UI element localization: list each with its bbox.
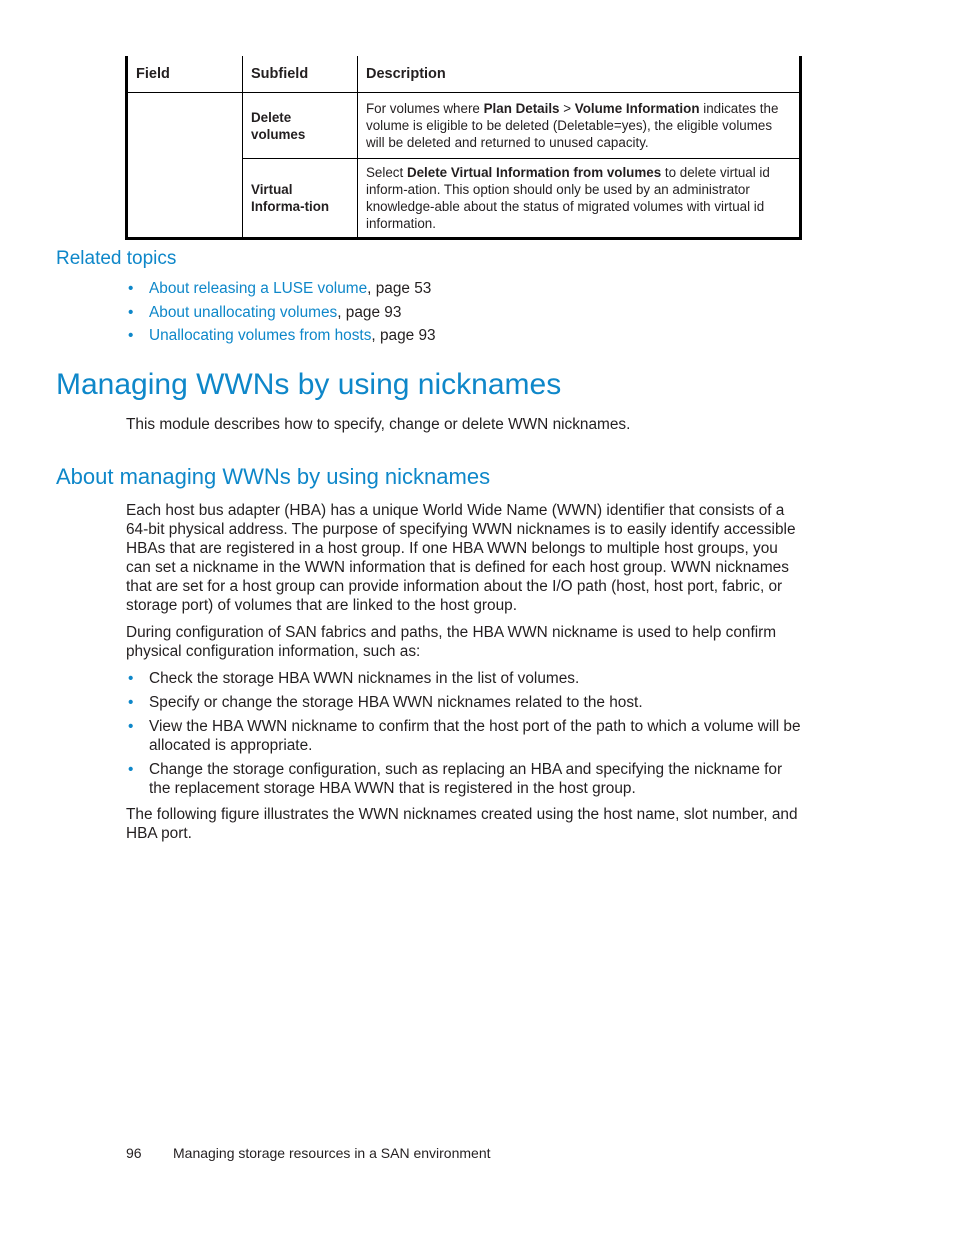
list-item: • Change the storage configuration, such as replacing an HBA and specifying the nickname for the replacement storage HBA WWN that is registered in the host group. [128,761,783,797]
related-topics-list [126,279,802,345]
paragraph: Each host bus adapter (HBA) has a unique World Wide Name (WWN) identifier that consists of a 64-bit physical address. The purpose of specifying WWN nicknames is to easily identify accessible HBAs that are registered in a host group. If one HBA WWN belongs to multiple host groups, you can set a nickname in the WWN information that is defined for each host group. WWN nicknames that are set for a host group can provide information about the I/O path (host, host port, fabric, or storage port) of volumes that are linked to the host group. [126,502,796,614]
header-subfield: Subfield [243,56,358,93]
bullet-list [126,669,802,798]
subsection-title: About managing WWNs by using nicknames [56,464,491,489]
bullet-icon: • [128,280,134,297]
field-cell [127,93,243,239]
paragraph: During configuration of SAN fabrics and paths, the HBA WWN nickname is used to help confirm physical configuration information, such as: [126,624,777,660]
list-item: • Specify or change the storage HBA WWN nicknames related to the host. [128,694,643,711]
section-title: Managing WWNs by using nicknames [56,368,562,401]
related-link[interactable]: About releasing a LUSE volume [149,280,368,297]
description-cell: For volumes where Plan Details > Volume Information indicates the volume is eligible to be deleted (Deletable=yes), the eligible volumes will be deleted and returned to unused capacity. [358,93,801,159]
bullet-icon: • [128,718,134,735]
related-link[interactable]: About unallocating volumes [149,303,338,321]
table-header-row [127,56,801,93]
section-intro: This module describes how to specify, change or delete WWN nicknames. [126,416,631,433]
description-cell: Select Delete Virtual Information from volumes to delete virtual id inform-ation. This option should only be used by an administrator knowledge-able about the status of migrated volumes with virtual id information. [366,165,770,231]
list-item: • View the HBA WWN nickname to confirm that the host port of the path to which a volume will be allocated is appropriate. [128,718,801,754]
bullet-icon: • [128,670,134,687]
related-topics-heading: Related topics [56,248,177,269]
list-item: • About unallocating volumes, page 93 [128,303,402,321]
running-title: Managing storage resources in a SAN environment [173,1145,491,1161]
bullet-icon: • [128,761,134,778]
related-link[interactable]: Unallocating volumes from hosts [149,327,372,344]
subfield-cell: Delete volumes [243,93,358,159]
list-item: • Unallocating volumes from hosts, page 93 [128,327,436,344]
list-item: • About releasing a LUSE volume, page 53 [128,280,432,297]
list-item: • Check the storage HBA WWN nicknames in the list of volumes. [128,670,580,687]
options-table [125,56,802,240]
bullet-icon: • [128,694,134,711]
bullet-icon: • [128,303,134,321]
table-row [127,93,801,159]
header-description: Description [358,56,801,93]
bullet-icon: • [128,327,134,344]
subfield-cell: Virtual Informa-tion [243,159,358,239]
paragraph: The following figure illustrates the WWN nicknames created using the host name, slot number, and HBA port. [126,806,798,842]
page-number: 96 [126,1145,142,1161]
header-field: Field [127,56,243,93]
